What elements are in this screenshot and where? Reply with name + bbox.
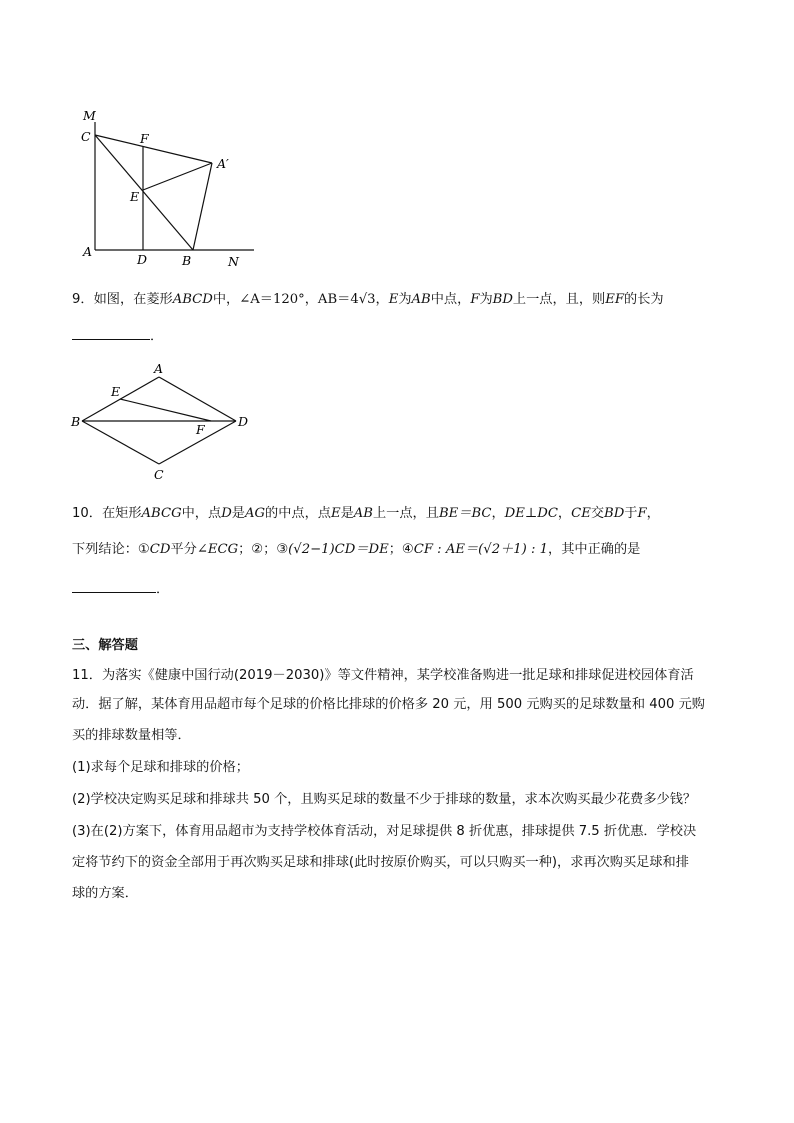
q10-bd: BD [604,506,625,521]
q9-text-d: 中点， [430,292,471,307]
label-E: E [111,384,121,399]
q10-ag: AG [244,506,266,521]
q10-angle: ∠ECG [196,542,239,557]
q9-text-e: 为 [479,292,493,307]
q10-line2-c: ；②；③ [238,542,289,557]
question-10-line-1 [72,504,732,524]
label-B: B [71,414,81,429]
label-N: N [228,254,239,269]
q9-text-g: 的长为 [624,292,664,307]
label-F: F [196,422,205,437]
q10-text-g: 交 [590,506,605,521]
q10-d: D [221,506,232,521]
question-10-line-2 [72,540,732,560]
q9-sep2: ， [375,292,389,307]
q10-sep1: ， [491,506,505,521]
q9-abcd: ABCD [172,292,213,307]
q9-text-b: 中， [212,292,240,307]
q9-f: F [470,292,480,307]
q9-text-c: 为 [398,292,412,307]
label-D: D [137,252,148,267]
q9-sep1: ， [304,292,318,307]
segment-EA-prime [143,163,212,190]
q10-text-h: 于 [624,506,638,521]
q11-part-3-line-3: 球的方案． [72,886,138,901]
q10-text-a: 在矩形 [101,506,142,521]
q10-answer-blank[interactable] [72,580,156,593]
segment-A-prime-B [193,163,212,250]
q10-be-bc: BE＝BC [438,506,492,521]
label-C: C [81,129,91,144]
q9-text-a: 如图，在菱形 [93,292,173,307]
q9-bd: BD [492,292,513,307]
figure-1-diagram [70,100,270,275]
q11-line-3: 买的排球数量相等． [72,728,191,743]
q10-text-c: 是 [231,506,245,521]
q10-de-dc: DE⊥DC [504,506,558,521]
label-A: A [83,244,93,259]
segment-EF [120,399,211,421]
label-A: A [154,361,164,376]
q11-line-2: 动．据了解，某体育用品超市每个足球的价格比排球的价格多 20 元，用 500 元购买的足球数量和 400 元购 [72,697,705,712]
q10-line2-d: ；④ [388,542,414,557]
q9-e: E [388,292,399,307]
segment-CA-prime [95,135,212,163]
q11-line-1: 11．为落实《健康中国行动(2019－2030)》等文件精神，某学校准备购进一批足球和排球促进校园体育活 [72,668,694,683]
q10-sep2: ， [557,506,572,521]
question-9 [72,290,732,310]
segment-CB [95,135,193,250]
q9-answer-line [72,327,732,347]
q10-line2-e: ，其中正确的是 [548,542,641,557]
q10-answer-line [72,580,732,600]
q9-ab-length: AB＝4√3 [317,292,376,307]
figure-2-diagram [66,358,266,483]
q10-f: F [637,506,647,521]
q10-number: 10． [72,506,102,521]
label-E: E [130,189,140,204]
q10-text-d: 的中点，点 [265,506,331,521]
q11-part-3-line-2: 定将节约下的资金全部用于再次购买足球和排球(此时按原价购买，可以只购买一种)，求再次购买足球和排 [72,855,689,870]
q10-text-f: 上一点，且 [373,506,439,521]
q9-text-f: 上一点，且，则 [512,292,606,307]
q10-line2-a: 下列结论：① [72,542,150,557]
q10-e: E [330,506,341,521]
q10-cd: CD [149,542,171,557]
label-A-prime: A′ [217,156,229,171]
label-C: C [154,467,164,482]
q10-ratio: CF : AE＝(√2＋1) : 1 [413,542,549,557]
section-3-title: 三、解答题 [72,638,138,653]
q11-part-2: (2)学校决定购买足球和排球共 50 个，且购买足球的数量不少于排球的数量，求本次购买最少花费多少钱？ [72,792,697,807]
q9-number: 9． [72,292,94,307]
q10-line2-b: 平分 [170,542,197,557]
q9-answer-blank[interactable] [72,327,150,340]
q11-part-3-line-1: (3)在(2)方案下，体育用品超市为支持学校体育活动，对足球提供 8 折优惠，排球提供 7.5 折优惠．学校决 [72,824,697,839]
q10-text-e: 是 [340,506,354,521]
label-F: F [140,131,149,146]
q11-part-1: (1)求每个足球和排球的价格； [72,760,249,775]
q9-angle: ∠A＝120° [239,292,305,307]
q10-text-i: ， [646,506,660,521]
q9-period: ． [150,329,164,344]
q9-ab: AB [411,292,431,307]
rhombus-side-AD [159,377,236,421]
q10-period: ． [156,582,170,597]
q10-sqrt-expr: (√2−1)CD＝DE [288,542,389,557]
rhombus-side-BC [82,421,159,464]
label-B: B [182,253,192,268]
q9-ef: EF [605,292,625,307]
q10-ce: CE [571,506,591,521]
label-D: D [238,414,249,429]
q10-ab: AB [353,506,373,521]
label-M: M [83,108,96,123]
q10-abcg: ABCG [141,506,182,521]
q10-text-b: 中，点 [181,506,222,521]
